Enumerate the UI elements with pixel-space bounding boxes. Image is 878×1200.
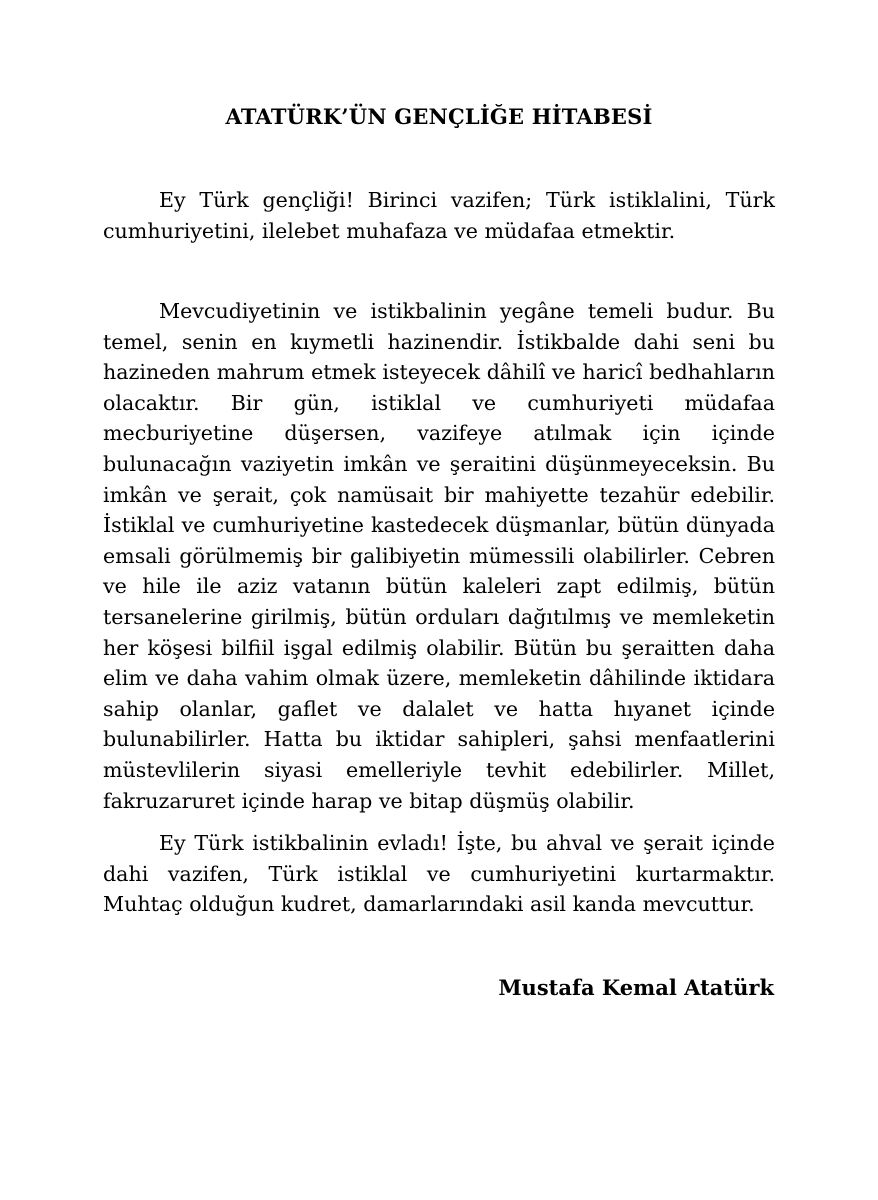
paragraph-2: Mevcudiyetinin ve istikbalinin yegâne temeli budur. Bu temel, senin en kıymetli hazinendir. İstikbalde dahi seni bu hazineden mahrum etmek isteyecek dâhilî ve haricî bedhahların olacaktır. Bir gün, istiklal ve cumhuriyeti müdafaa mecburiyetine düşersen, vazifeye atılmak için içinde bulunacağın vaziyetin imkân ve şeraitini düşünmeyeceksin. Bu imkân ve şerait, çok namüsait bir mahiyette tezahür edebilir. İstiklal ve cumhuriyetine kastedecek düşmanlar, bütün dünyada emsali görülmemiş bir galibiyetin mümessili olabilirler. Cebren ve hile ile aziz vatanın bütün kaleleri zapt edilmiş, bütün tersanelerine girilmiş, bütün orduları dağıtılmış ve memleketin her köşesi bilfiil işgal edilmiş olabilir. Bütün bu şeraitten daha elim ve daha vahim olmak üzere, memleketin dâhilinde iktidara sahip olanlar, gaflet ve dalalet ve hatta hıyanet içinde bulunabilirler. Hatta bu iktidar sahipleri, şahsi menfaatlerini müstevlilerin siyasi emelleriyle tevhit edebilirler. Millet, fakruzaruret içinde harap ve bitap düşmüş olabilir. [103, 299, 775, 813]
signature: Mustafa Kemal Atatürk [498, 975, 774, 1000]
paragraph-3: Ey Türk istikbalinin evladı! İşte, bu ahval ve şerait içinde dahi vazifen, Türk istiklal ve cumhuriyetini kurtarmaktır. Muhtaç olduğun kudret, damarlarındaki asil kanda mevcuttur. [103, 831, 775, 917]
paragraph-1: Ey Türk gençliği! Birinci vazifen; Türk istiklalini, Türk cumhuriyetini, ilelebet muhafaza ve müdafaa etmektir. [103, 188, 775, 243]
document-title: ATATÜRK’ÜN GENÇLİĞE HİTABESİ [225, 104, 653, 129]
